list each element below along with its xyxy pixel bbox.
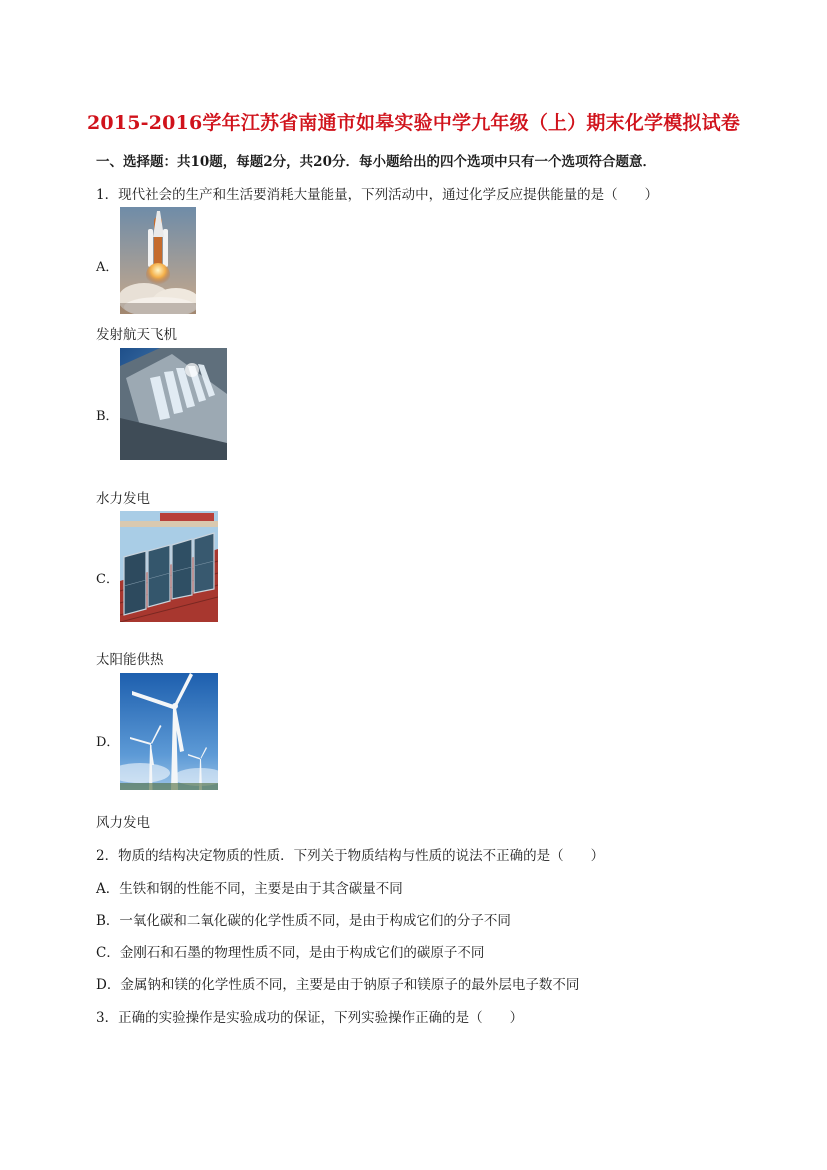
question-2-option-b: B．一氧化碳和二氧化碳的化学性质不同，是由于构成它们的分子不同	[96, 913, 511, 929]
question-3-stem: 3．正确的实验操作是实验成功的保证，下列实验操作正确的是（ ）	[96, 1010, 524, 1026]
option-a-letter: A．	[96, 260, 119, 275]
question-1-stem: 1．现代社会的生产和生活要消耗大量能量，下列活动中，通过化学反应提供能量的是（ ）	[96, 187, 659, 203]
option-c-letter: C．	[96, 572, 119, 587]
question-2-option-d: D．金属钠和镁的化学性质不同，主要是由于钠原子和镁原子的最外层电子数不同	[96, 977, 580, 993]
option-c-caption: 太阳能供热	[96, 652, 164, 668]
option-d-letter: D．	[96, 735, 120, 750]
question-2-option-c: C．金刚石和石墨的物理性质不同，是由于构成它们的碳原子不同	[96, 945, 485, 961]
space-shuttle-launch-photo	[120, 207, 196, 314]
exam-title: 2015-2016学年江苏省南通市如皋实验中学九年级（上）期末化学模拟试卷	[86, 112, 741, 134]
solar-panels-photo	[120, 511, 218, 622]
option-b-caption: 水力发电	[96, 491, 150, 507]
option-b-letter: B．	[96, 409, 119, 424]
question-2-option-a: A．生铁和钢的性能不同，主要是由于其含碳量不同	[96, 881, 403, 897]
section-heading: 一、选择题：共10题，每题2分，共20分．每小题给出的四个选项中只有一个选项符合题意．	[96, 154, 656, 170]
wind-turbines-photo	[120, 673, 218, 790]
option-d-caption: 风力发电	[96, 815, 150, 831]
option-a-caption: 发射航天飞机	[96, 327, 177, 343]
question-2-stem: 2．物质的结构决定物质的性质．下列关于物质结构与性质的说法不正确的是（ ）	[96, 848, 605, 864]
hydropower-dam-photo	[120, 348, 227, 460]
